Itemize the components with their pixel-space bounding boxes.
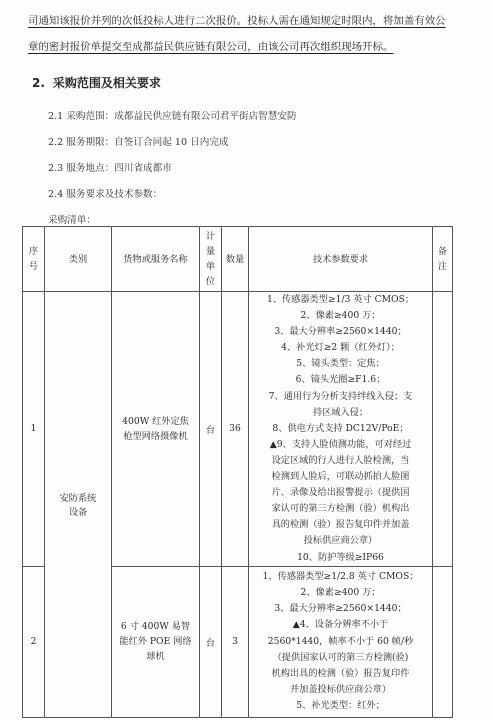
header-name: 货物或服务名称 xyxy=(112,227,200,292)
term-item: 2.2 服务期限：自签订合同起 10 日内完成 xyxy=(48,137,229,148)
header-seq: 序 号 xyxy=(23,227,45,292)
section-number: 2. xyxy=(32,76,45,90)
cell-qty: 36 xyxy=(222,292,249,567)
table-row xyxy=(23,292,453,567)
procurement-table xyxy=(22,226,453,718)
list-label: 采购清单： xyxy=(48,215,96,226)
header-qty: 数量 xyxy=(222,227,249,292)
scope-item: 2.1 采购范围：成都益民供应链有限公司君平街店智慧安防 xyxy=(48,111,297,122)
cell-note xyxy=(433,292,453,567)
location-item: 2.3 服务地点：四川省成都市 xyxy=(48,163,172,174)
intro-line: 司通知该报价并列的次低投标人进行二次报价。投标人需在通知规定时限内，将加盖有效公 xyxy=(28,15,446,27)
cell-seq: 1 xyxy=(23,292,45,567)
cell-seq: 2 xyxy=(23,566,45,717)
header-category: 类别 xyxy=(45,227,112,292)
cell-qty: 3 xyxy=(222,566,249,717)
cell-name: 400W 红外定焦 枪型网络摄像机 xyxy=(112,292,200,567)
cell-category: 安防系统 设备 xyxy=(45,292,112,718)
cell-spec: 1、传感器类型≥1/2.8 英寸 CMOS； 2、像素≥400 万； 3、最大分辨率≥2560×1440； ▲4、设备分辨率不小于 2560*1440，帧率不小于 60 帧/秒 （提供国家认可的第三方检测(验) 机构出具的检测（验）报告复印件 并加盖投标供应商公章） 5、补光类型：红外； xyxy=(249,566,433,717)
header-spec: 技术参数要求 xyxy=(249,227,433,292)
section-title: 采购范围及相关要求 xyxy=(52,76,161,90)
cell-name: 6 寸 400W 易智 能红外 POE 网络 球机 xyxy=(112,566,200,717)
intro-line: 章的密封报价单提交至成都益民供应链有限公司，由该公司再次组织现场开标。 xyxy=(28,41,394,53)
header-note: 备 注 xyxy=(433,227,453,292)
cell-unit: 台 xyxy=(200,292,222,567)
cell-note xyxy=(433,566,453,717)
requirements-item: 2.4 服务要求及技术参数： xyxy=(48,189,163,200)
section-heading xyxy=(32,74,169,91)
cell-spec: 1、传感器类型≥1/3 英寸 CMOS； 2、像素≥400 万； 3、最大分辨率≥2560×1440； 4、补光灯≥2 颗（红外灯）； 5、镜头类型：定焦； 6、镜头光圈≥F1.6； 7、通用行为分析支持绊线入侵；支 持区域入侵； 8、供电方式支持 DC12V/PoE； ▲9、支持人脸侦测功能，可对经过 设定区域的行人进行人脸检测，当 检测到人脸后，可联动抓拍人脸图 片、录像及给出报警提示（提供国 家认可的第三方检测（验）机构出 具的检测（验）报告复印件并加盖 投标供应商公章） 10、防护等级≥IP66 xyxy=(249,292,433,567)
cell-unit: 台 xyxy=(200,566,222,717)
header-unit: 计 量 单 位 xyxy=(200,227,222,292)
table-header-row xyxy=(23,227,453,292)
intro-paragraph xyxy=(28,8,478,60)
